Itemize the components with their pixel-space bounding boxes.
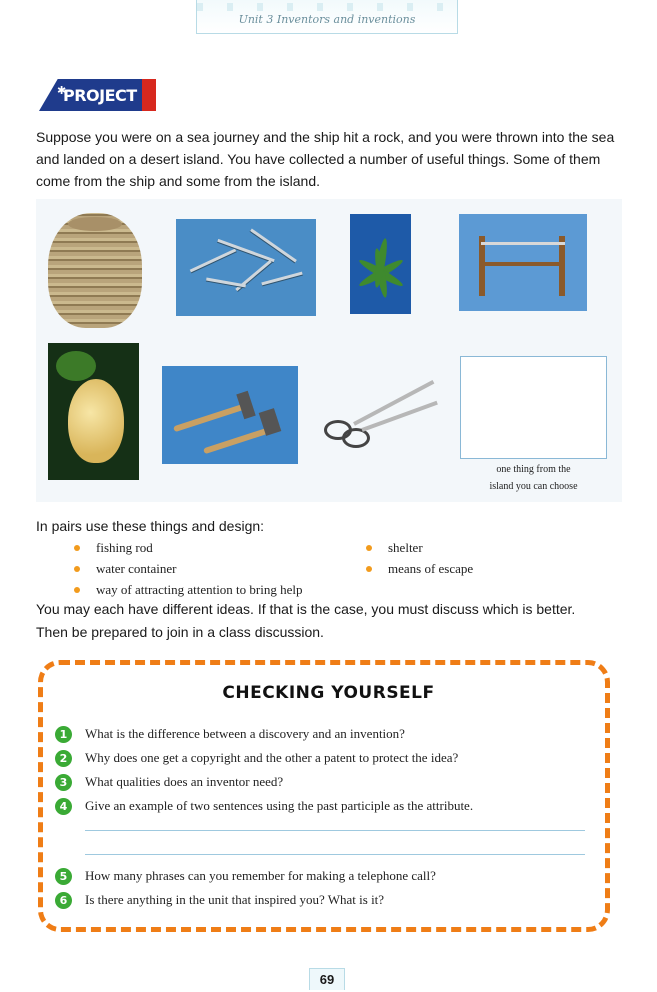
question-number: 6 xyxy=(55,892,72,909)
empty-box-caption-line2: island you can choose xyxy=(489,481,578,492)
class-discussion-text: Then be prepared to join in a class discussion. xyxy=(36,624,324,640)
question-number: 4 xyxy=(55,798,72,815)
question-number: 1 xyxy=(55,726,72,743)
design-item: shelter xyxy=(388,540,423,556)
saw-image xyxy=(459,214,587,311)
question-text: What is the difference between a discovery and an invention? xyxy=(85,726,405,741)
question-number: 5 xyxy=(55,868,72,885)
project-badge-label: PROJECT xyxy=(63,86,137,105)
page-number: 69 xyxy=(309,968,345,990)
answer-line xyxy=(85,830,585,831)
star-icon: ✱ xyxy=(57,84,66,97)
project-badge xyxy=(39,79,156,111)
rope-image xyxy=(48,213,142,328)
bullet-icon xyxy=(74,545,80,551)
question-text: What qualities does an inventor need? xyxy=(85,774,284,789)
question-number: 3 xyxy=(55,774,72,791)
scissors-image xyxy=(318,376,444,449)
question-text: How many phrases can you remember for making a telephone call? xyxy=(85,868,436,883)
gourd-image xyxy=(48,343,139,480)
bullet-icon xyxy=(366,545,372,551)
question-number: 2 xyxy=(55,750,72,767)
bullet-icon xyxy=(74,587,80,593)
design-item: fishing rod xyxy=(96,540,153,556)
palm-tree-image xyxy=(350,214,411,314)
project-intro-text: Suppose you were on a sea journey and the ship hit a rock, and you were thrown into the sea and landed on a desert island. You have collected a number of useful things. Some of them come from the ship and some from the island. xyxy=(36,129,615,189)
question-text: Why does one get a copyright and the other a patent to protect the idea? xyxy=(85,750,459,765)
nails-image xyxy=(176,219,316,316)
different-ideas-text: You may each have different ideas. If that is the case, you must discuss which is better. xyxy=(36,601,576,617)
empty-box-caption-line1: one thing from the xyxy=(496,464,571,475)
design-item: way of attracting attention to bring help xyxy=(96,582,303,598)
pairs-instruction: In pairs use these things and design: xyxy=(36,518,265,534)
question-text: Is there anything in the unit that inspired you? What is it? xyxy=(85,892,385,907)
bullet-icon xyxy=(366,566,372,572)
design-item: means of escape xyxy=(388,561,473,577)
header-wave-decoration xyxy=(197,3,457,11)
design-item: water container xyxy=(96,561,176,577)
checking-yourself-title: CHECKING YOURSELF xyxy=(222,683,435,703)
empty-choice-box xyxy=(460,356,607,459)
hammer-and-axe-image xyxy=(162,366,298,464)
bullet-icon xyxy=(74,566,80,572)
unit-title: Unit 3 Inventors and inventions xyxy=(238,13,416,26)
unit-header-tab xyxy=(196,0,458,34)
question-text: Give an example of two sentences using the past participle as the attribute. xyxy=(85,798,474,813)
answer-line xyxy=(85,854,585,855)
